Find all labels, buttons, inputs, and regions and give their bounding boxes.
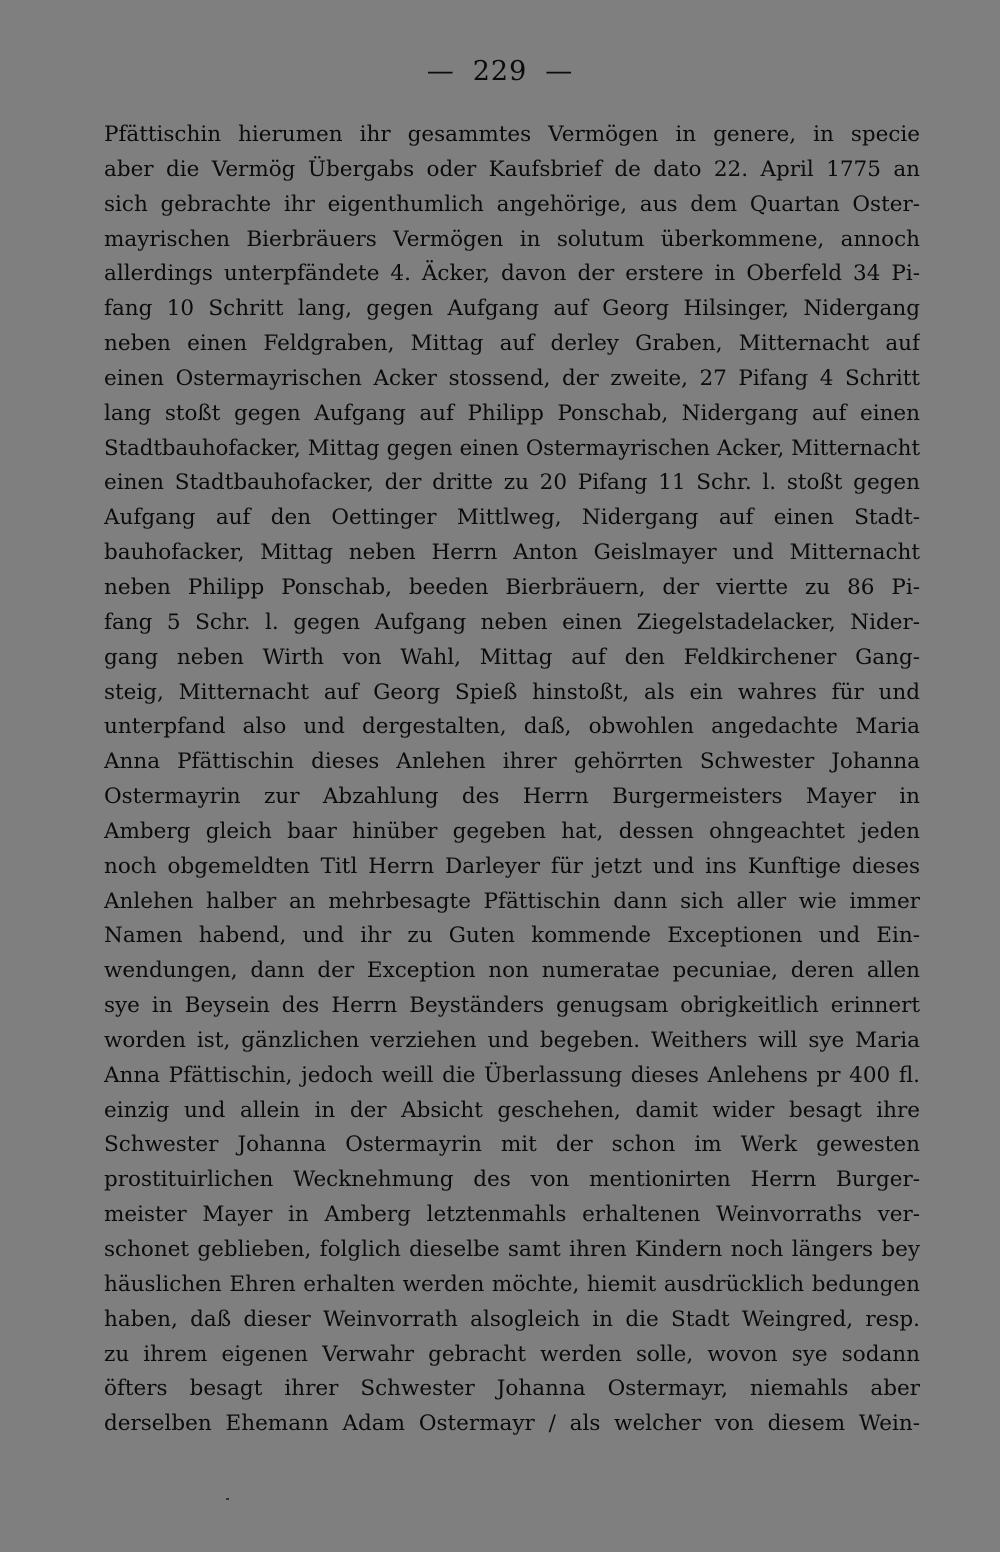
text-line: unterpfand also und dergestalten, daß, obwohlen angedachte Maria <box>104 714 920 740</box>
text-line: sye in Beysein des Herrn Beyständers genugsam obrigkeitlich erinnert <box>104 993 920 1019</box>
text-line: allerdings unterpfändete 4. Äcker, davon der erstere in Oberfeld 34 Pi- <box>104 261 920 287</box>
text-line: schonet geblieben, folglich dieselbe samt ihren Kindern noch längers bey <box>104 1237 920 1262</box>
text-line: neben einen Feldgraben, Mittag auf derley Graben, Mitternacht auf <box>104 331 920 357</box>
text-line: derselben Ehemann Adam Ostermayr / als welcher von diesem Wein- <box>104 1411 920 1437</box>
text-line: fang 10 Schritt lang, gegen Aufgang auf Georg Hilsinger, Nidergang <box>104 296 920 322</box>
page-header <box>0 52 1000 92</box>
text-line: Amberg gleich baar hinüber gegeben hat, dessen ohngeachtet jeden <box>104 818 920 844</box>
header-dash-left: — <box>426 56 455 87</box>
text-line: noch obgemeldten Titl Herrn Darleyer für jetzt und ins Kunftige dieses <box>104 853 920 879</box>
body-text <box>104 118 920 1442</box>
text-line: gang neben Wirth von Wahl, Mittag auf den Feldkirchener Gang- <box>104 644 920 670</box>
text-line: bauhofacker, Mittag neben Herrn Anton Geislmayer und Mitternacht <box>104 540 920 566</box>
text-line: haben, daß dieser Weinvorrath alsogleich in die Stadt Weingred, resp. <box>104 1306 920 1332</box>
text-line: meister Mayer in Amberg letztenmahls erhaltenen Weinvorraths ver- <box>104 1202 920 1228</box>
text-line: häuslichen Ehren erhalten werden möchte, hiemit ausdrücklich bedungen <box>104 1271 920 1297</box>
text-line: mayrischen Bierbräuers Vermögen in solutum überkommene, annoch <box>104 226 920 252</box>
text-line: Namen habend, und ihr zu Guten kommende Exceptionen und Ein- <box>104 923 920 949</box>
page-number: 229 <box>472 56 528 87</box>
text-line: Stadtbauhofacker, Mittag gegen einen Ostermayrischen Acker, Mitternacht <box>104 435 920 461</box>
text-line: lang stoßt gegen Aufgang auf Philipp Ponschab, Nidergang auf einen <box>104 400 920 426</box>
text-line: aber die Vermög Übergabs oder Kaufsbrief de dato 22. April 1775 an <box>104 156 920 182</box>
print-speck <box>226 1498 229 1500</box>
text-line: Anna Pfättischin, jedoch weill die Überlassung dieses Anlehens pr 400 fl. <box>104 1062 920 1088</box>
text-line: Anna Pfättischin dieses Anlehen ihrer gehörrten Schwester Johanna <box>104 749 920 775</box>
text-line: einen Ostermayrischen Acker stossend, der zweite, 27 Pifang 4 Schritt <box>104 365 920 391</box>
text-line: öfters besagt ihrer Schwester Johanna Ostermayr, niemahls aber <box>104 1376 920 1402</box>
text-line: Aufgang auf den Oettinger Mittlweg, Nidergang auf einen Stadt- <box>104 505 920 531</box>
text-line: worden ist, gänzlichen verziehen und begeben. Weithers will sye Maria <box>104 1027 920 1053</box>
text-line: einzig und allein in der Absicht geschehen, damit wider besagt ihre <box>104 1097 920 1123</box>
text-line: zu ihrem eigenen Verwahr gebracht werden solle, wovon sye sodann <box>104 1341 920 1367</box>
text-line: neben Philipp Ponschab, beeden Bierbräuern, der viertte zu 86 Pi- <box>104 574 920 600</box>
text-line: Anlehen halber an mehrbesagte Pfättischin dann sich aller wie immer <box>104 888 920 914</box>
text-line: prostituirlichen Wecknehmung des von mentionirten Herrn Burger- <box>104 1167 920 1193</box>
text-line: Schwester Johanna Ostermayrin mit der schon im Werk gewesten <box>104 1132 920 1158</box>
text-line: fang 5 Schr. l. gegen Aufgang neben einen Ziegelstadelacker, Nider- <box>104 609 920 635</box>
text-line: steig, Mitternacht auf Georg Spieß hinstoßt, als ein wahres für und <box>104 679 920 705</box>
text-line: einen Stadtbauhofacker, der dritte zu 20 Pifang 11 Schr. l. stoßt gegen <box>104 470 920 496</box>
text-line: sich gebrachte ihr eigenthumlich angehörige, aus dem Quartan Oster- <box>104 191 920 217</box>
text-line: wendungen, dann der Exception non numeratae pecuniae, deren allen <box>104 958 920 984</box>
text-line: Ostermayrin zur Abzahlung des Herrn Burgermeisters Mayer in <box>104 784 920 810</box>
text-line: Pfättischin hierumen ihr gesammtes Vermögen in genere, in specie <box>104 122 920 147</box>
header-dash-right: — <box>545 56 574 87</box>
